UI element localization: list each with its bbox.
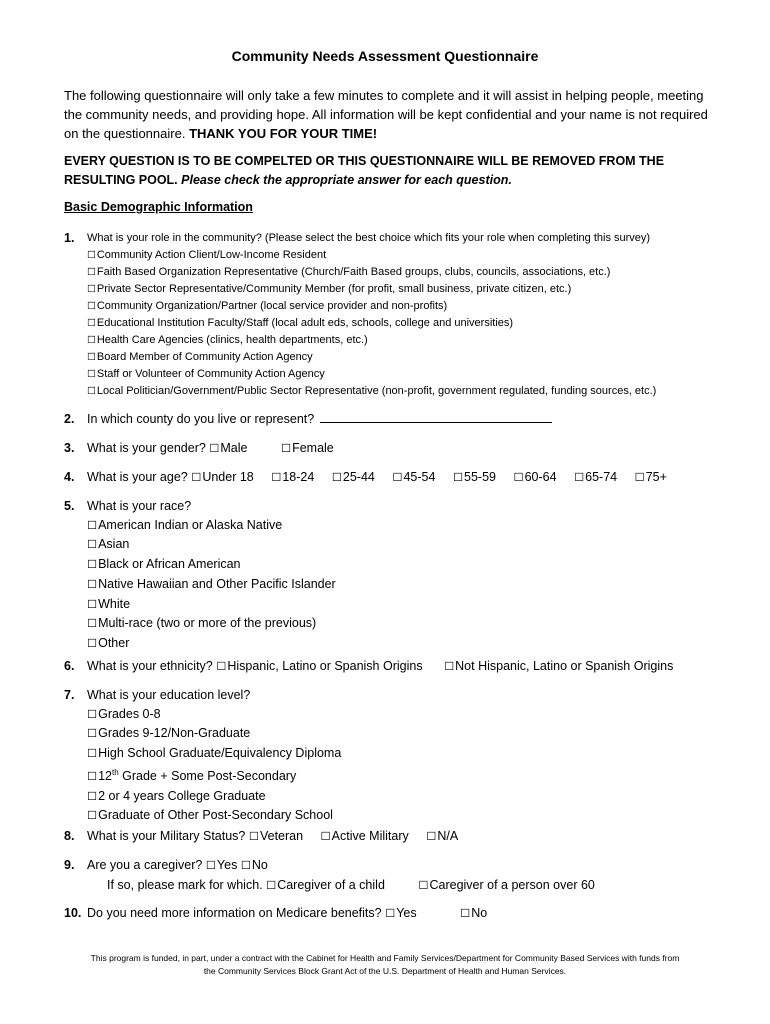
- question-text: What is your race?: [87, 499, 192, 513]
- checkbox-icon[interactable]: ☐: [385, 907, 396, 920]
- checkbox-icon[interactable]: ☐: [87, 789, 98, 803]
- military-option[interactable]: [426, 827, 458, 847]
- option-label: Other: [98, 635, 130, 650]
- option-label: Local Politician/Government/Public Sector Representative (non-profit, government regulated, funding sources, etc.): [96, 385, 657, 397]
- checkbox-icon[interactable]: ☐: [87, 707, 98, 721]
- option-label: Board Member of Community Action Agency: [96, 351, 313, 363]
- option-label: Active Military: [331, 829, 409, 843]
- checkbox-icon[interactable]: ☐: [87, 538, 98, 552]
- checkbox-icon[interactable]: ☐: [87, 518, 98, 532]
- role-option[interactable]: [87, 298, 656, 315]
- option-label: Yes: [396, 906, 417, 920]
- checkbox-icon[interactable]: ☐: [87, 250, 96, 261]
- option-label: 12: [98, 768, 112, 783]
- question-medicare: [64, 904, 501, 924]
- question-age: [64, 468, 681, 488]
- checkbox-icon[interactable]: ☐: [209, 442, 220, 455]
- option-label: Asian: [98, 537, 130, 552]
- intro-paragraph: [64, 86, 714, 143]
- option-label: Grades 9-12/Non-Graduate: [98, 726, 251, 741]
- gender-option[interactable]: [209, 439, 247, 459]
- option-label: 65-74: [585, 470, 618, 484]
- footer-line: the Community Services Block Grant Act of the U.S. Department of Health and Human Services.: [203, 966, 567, 976]
- medicare-option[interactable]: [385, 904, 417, 924]
- option-label: Graduate of Other Post-Secondary School: [98, 808, 333, 823]
- military-option[interactable]: [321, 827, 409, 847]
- role-option[interactable]: [87, 349, 656, 366]
- completion-warning: [64, 152, 714, 190]
- checkbox-icon[interactable]: ☐: [87, 558, 98, 572]
- checkbox-icon[interactable]: ☐: [216, 660, 227, 673]
- page-title: Community Needs Assessment Questionnaire: [231, 48, 539, 64]
- checkbox-icon[interactable]: ☐: [87, 318, 96, 329]
- caregiver-followup-text: If so, please mark for which.: [107, 877, 263, 892]
- checkbox-icon[interactable]: ☐: [87, 636, 98, 650]
- checkbox-icon[interactable]: ☐: [320, 830, 331, 843]
- age-option[interactable]: [271, 468, 314, 488]
- checkbox-icon[interactable]: ☐: [271, 471, 282, 484]
- caregiver-option[interactable]: [241, 858, 268, 872]
- question-gender: [64, 439, 348, 459]
- checkbox-icon[interactable]: ☐: [280, 442, 292, 455]
- question-text: In which county do you live or represent?: [87, 412, 315, 426]
- checkbox-icon[interactable]: ☐: [513, 471, 524, 484]
- education-option[interactable]: [87, 705, 341, 725]
- question-number: 7.: [64, 688, 75, 702]
- military-option[interactable]: [249, 827, 303, 847]
- age-option[interactable]: [392, 468, 435, 488]
- gender-option[interactable]: [281, 439, 334, 459]
- option-label: No: [251, 858, 268, 872]
- checkbox-icon[interactable]: ☐: [87, 577, 98, 591]
- checkbox-icon[interactable]: ☐: [248, 830, 259, 843]
- option-label: No: [471, 906, 488, 920]
- warning-text: EVERY QUESTION IS TO BE COMPELTED OR THIS QUESTIONNAIRE WILL BE REMOVED FROM THE RESULTING POOL.: [64, 154, 665, 187]
- checkbox-icon[interactable]: ☐: [444, 660, 455, 673]
- checkbox-icon[interactable]: ☐: [418, 878, 429, 892]
- checkbox-icon[interactable]: ☐: [87, 369, 96, 380]
- age-option[interactable]: [332, 468, 375, 488]
- checkbox-icon[interactable]: ☐: [452, 471, 464, 484]
- question-number: 6.: [64, 659, 75, 673]
- caregiver-option[interactable]: [206, 858, 238, 872]
- ethnicity-option[interactable]: [444, 657, 673, 677]
- checkbox-icon[interactable]: ☐: [87, 301, 96, 312]
- question-number: 8.: [64, 829, 75, 843]
- checkbox-icon[interactable]: ☐: [87, 386, 96, 397]
- option-label: Black or African American: [98, 557, 241, 572]
- checkbox-icon[interactable]: ☐: [87, 267, 96, 278]
- option-label: Community Organization/Partner (local service provider and non-profits): [96, 300, 448, 312]
- option-label: Grades 0-8: [98, 706, 161, 721]
- option-label: Faith Based Organization Representative (Church/Faith Based groups, clubs, councils, associations, etc.): [96, 266, 611, 278]
- option-label: High School Graduate/Equivalency Diploma: [98, 746, 342, 761]
- option-label: 55-59: [464, 470, 497, 484]
- medicare-option[interactable]: [460, 904, 487, 924]
- section-heading: Basic Demographic Information: [64, 200, 253, 214]
- footer-line: This program is funded, in part, under a contract with the Cabinet for Health and Family Services/Department for Community Based Services with funds from: [90, 953, 680, 963]
- checkbox-icon[interactable]: ☐: [191, 471, 202, 484]
- option-label: 18-24: [282, 470, 315, 484]
- option-label: Educational Institution Faculty/Staff (local adult eds, schools, college and universities): [96, 317, 514, 329]
- question-text: What is your ethnicity?: [87, 659, 213, 673]
- checkbox-icon[interactable]: ☐: [87, 352, 96, 363]
- question-text: What is your role in the community? (Please select the best choice which fits your role when completing this survey): [87, 232, 651, 244]
- option-label: 75+: [645, 470, 667, 484]
- option-label: White: [98, 596, 131, 611]
- question-military: [64, 827, 472, 847]
- role-option[interactable]: [87, 366, 656, 383]
- funding-footer: [40, 952, 730, 978]
- ordinal-suffix: th: [112, 767, 119, 777]
- checkbox-icon[interactable]: ☐: [331, 471, 342, 484]
- checkbox-icon[interactable]: ☐: [87, 747, 98, 761]
- checkbox-icon[interactable]: ☐: [87, 617, 98, 631]
- question-ethnicity: [64, 657, 687, 677]
- option-label: 45-54: [403, 470, 436, 484]
- checkbox-icon[interactable]: ☐: [574, 471, 585, 484]
- race-option[interactable]: [87, 555, 336, 575]
- question-number: 9.: [64, 858, 75, 872]
- question-number: 2.: [64, 412, 75, 426]
- option-label: N/A: [437, 829, 459, 843]
- checkbox-icon[interactable]: ☐: [266, 878, 277, 892]
- option-label: Staff or Volunteer of Community Action Agency: [96, 368, 325, 380]
- question-number: 5.: [64, 499, 75, 513]
- age-option[interactable]: [453, 468, 496, 488]
- role-option[interactable]: [87, 315, 656, 332]
- question-text: Are you a caregiver?: [87, 858, 203, 872]
- race-option[interactable]: [87, 516, 336, 536]
- role-option[interactable]: [87, 281, 656, 298]
- option-label: Multi-race (two or more of the previous): [98, 616, 317, 631]
- checkbox-icon[interactable]: ☐: [426, 830, 437, 843]
- question-number: 3.: [64, 441, 75, 455]
- question-text: What is your Military Status?: [87, 829, 246, 843]
- question-role: [64, 230, 656, 400]
- education-option[interactable]: [87, 806, 341, 826]
- checkbox-icon[interactable]: ☐: [87, 769, 98, 783]
- option-label: Private Sector Representative/Community Member (for profit, small business, private citizen, etc.): [96, 283, 572, 295]
- option-label: 60-64: [524, 470, 557, 484]
- checkbox-icon[interactable]: ☐: [87, 809, 98, 823]
- checkbox-icon[interactable]: ☐: [240, 859, 251, 872]
- education-option[interactable]: [87, 744, 341, 764]
- role-option[interactable]: [87, 264, 656, 281]
- question-county: [64, 410, 552, 429]
- role-option[interactable]: [87, 383, 656, 400]
- option-label: Grade + Some Post-Secondary: [118, 768, 297, 783]
- option-label: Community Action Client/Low-Income Resident: [96, 249, 327, 261]
- question-number: 1.: [64, 231, 75, 245]
- checkbox-icon[interactable]: ☐: [460, 907, 471, 920]
- race-option[interactable]: [87, 595, 336, 615]
- option-label: Caregiver of a child: [277, 877, 385, 892]
- education-option[interactable]: [87, 764, 341, 787]
- education-option[interactable]: [87, 787, 341, 807]
- question-number: 10.: [64, 906, 82, 920]
- checkbox-icon[interactable]: ☐: [87, 335, 96, 346]
- option-label: Yes: [216, 858, 238, 872]
- age-option[interactable]: [514, 468, 557, 488]
- checkbox-icon[interactable]: ☐: [87, 597, 98, 611]
- option-label: 25-44: [342, 470, 375, 484]
- question-text: What is your age?: [87, 470, 188, 484]
- question-race: [64, 497, 336, 654]
- option-label: Veteran: [259, 829, 304, 843]
- option-label: Not Hispanic, Latino or Spanish Origins: [455, 659, 674, 673]
- checkbox-icon[interactable]: ☐: [87, 727, 98, 741]
- option-label: Caregiver of a person over 60: [429, 877, 595, 892]
- age-option[interactable]: [191, 468, 254, 488]
- option-label: American Indian or Alaska Native: [98, 517, 283, 532]
- option-label: Health Care Agencies (clinics, health departments, etc.): [96, 334, 368, 346]
- education-option[interactable]: [87, 724, 341, 744]
- option-label: Native Hawaiian and Other Pacific Islander: [98, 576, 336, 591]
- intro-thanks: THANK YOU FOR YOUR TIME!: [189, 126, 378, 141]
- age-option[interactable]: [635, 468, 667, 488]
- option-label: Under 18: [202, 470, 254, 484]
- option-label: Female: [292, 441, 334, 455]
- caregiver-type-option[interactable]: [418, 876, 594, 896]
- question-caregiver: [64, 856, 609, 895]
- warning-instruction: Please check the appropriate answer for each question.: [181, 173, 512, 187]
- question-text: What is your education level?: [87, 688, 251, 702]
- race-option[interactable]: [87, 614, 336, 634]
- question-education: [64, 686, 341, 826]
- question-text: What is your gender?: [87, 441, 206, 455]
- caregiver-type-option[interactable]: [266, 876, 385, 896]
- question-number: 4.: [64, 470, 75, 484]
- intro-text: The following questionnaire will only take a few minutes to complete and it will assist in helping people, meeting the community needs, and providing hope. All information will be kept confidential and your name is not required on the questionnaire.: [64, 88, 708, 141]
- checkbox-icon[interactable]: ☐: [205, 859, 216, 872]
- checkbox-icon[interactable]: ☐: [634, 471, 645, 484]
- race-option[interactable]: [87, 634, 336, 654]
- option-label: Hispanic, Latino or Spanish Origins: [227, 659, 423, 673]
- role-option[interactable]: [87, 247, 656, 264]
- race-option[interactable]: [87, 535, 336, 555]
- checkbox-icon[interactable]: ☐: [392, 471, 403, 484]
- option-label: Male: [220, 441, 248, 455]
- county-input-line[interactable]: [320, 410, 552, 423]
- option-label: 2 or 4 years College Graduate: [98, 788, 266, 803]
- race-option[interactable]: [87, 575, 336, 595]
- role-option[interactable]: [87, 332, 656, 349]
- checkbox-icon[interactable]: ☐: [87, 284, 96, 295]
- question-text: Do you need more information on Medicare benefits?: [87, 906, 382, 920]
- ethnicity-option[interactable]: [216, 657, 422, 677]
- age-option[interactable]: [574, 468, 617, 488]
